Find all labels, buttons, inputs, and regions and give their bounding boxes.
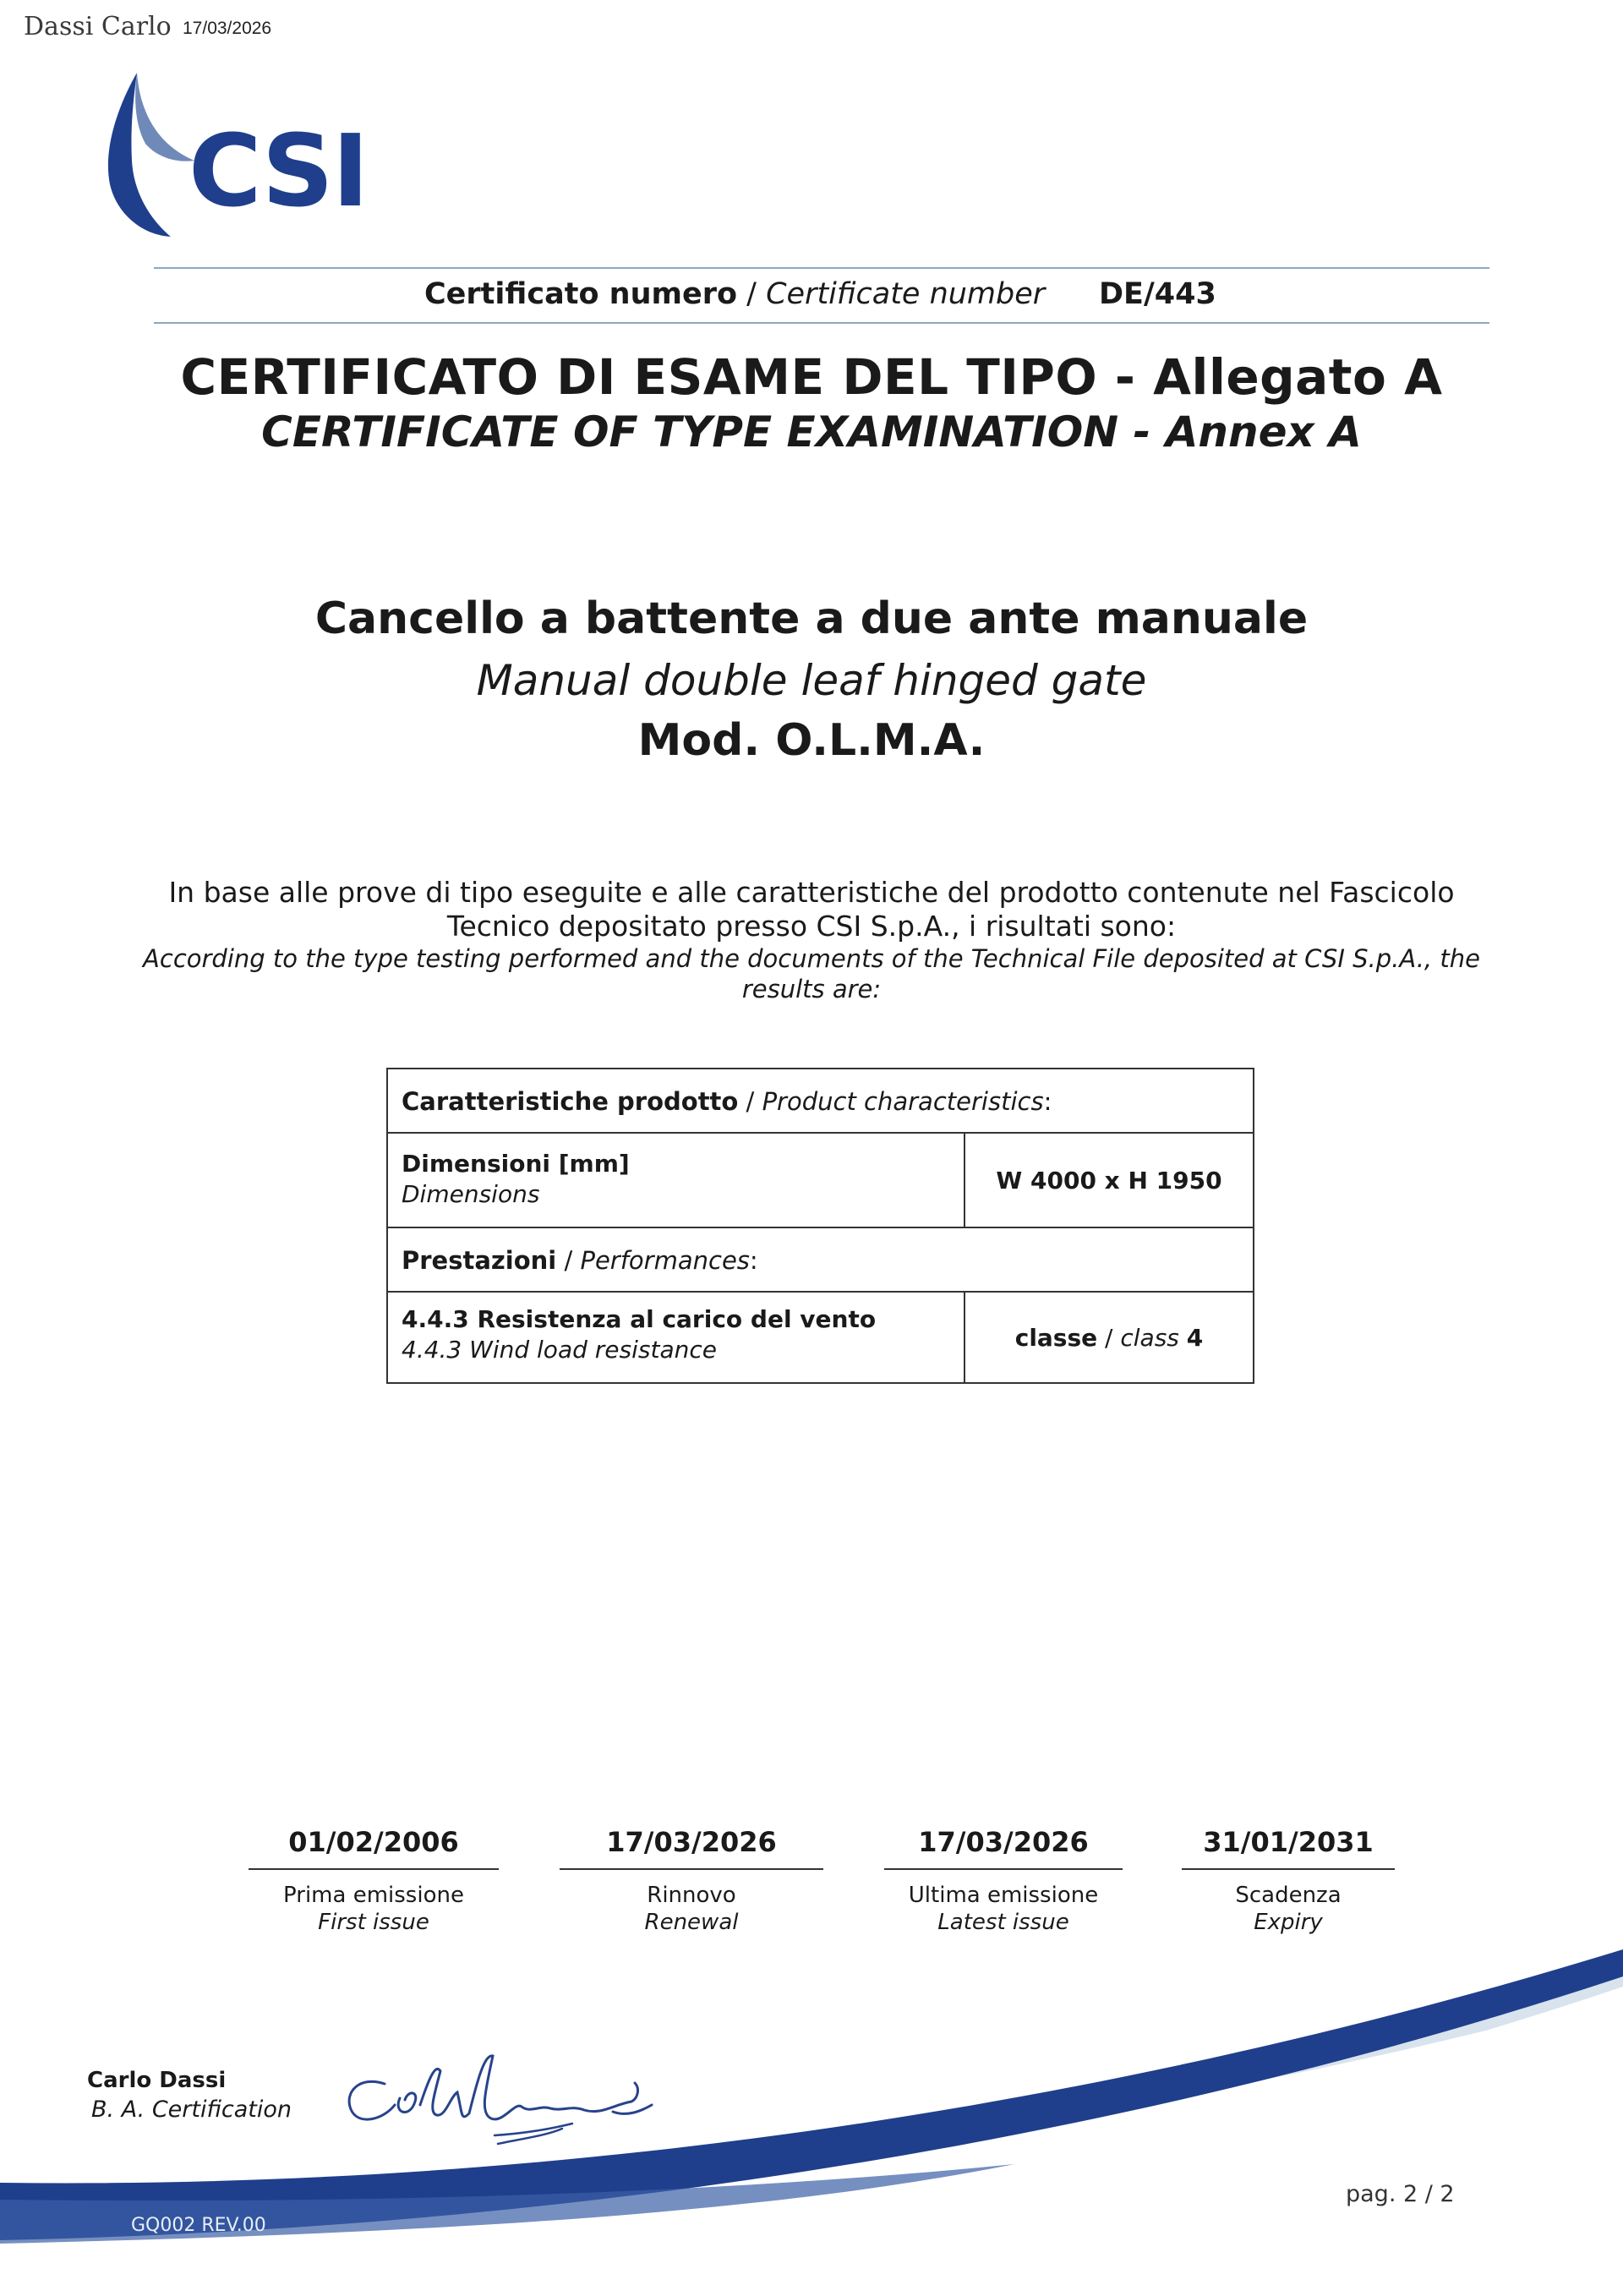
separator: /	[556, 1246, 581, 1275]
handwritten-signature	[334, 2046, 672, 2160]
signatory-role: B. A. Certification	[91, 2096, 292, 2123]
page-number: pag. 2 / 2	[1346, 2181, 1455, 2207]
date-underline	[1182, 1868, 1395, 1870]
label-expiry	[1182, 1882, 1395, 1936]
label-en: Latest issue	[937, 1910, 1069, 1935]
table-row-wind-load	[388, 1293, 1253, 1382]
table-row-characteristics-header	[388, 1069, 1253, 1134]
signer-stamp-date: 17/03/2026	[183, 19, 272, 38]
label-it: Ultima emissione	[908, 1883, 1099, 1908]
label-first-issue	[249, 1882, 499, 1936]
class-label-it: classe	[1014, 1323, 1098, 1352]
wind-load-label-it: 4.4.3 Resistenza al carico del vento	[402, 1305, 877, 1333]
colon: :	[749, 1246, 758, 1275]
dimensions-label-it: Dimensioni [mm]	[402, 1150, 630, 1178]
dimensions-label-cell	[388, 1134, 965, 1227]
cert-number-bottom-rule	[154, 322, 1489, 324]
title-it: CERTIFICATO DI ESAME DEL TIPO - Allegato A	[180, 348, 1443, 406]
label-renewal	[560, 1882, 823, 1936]
wind-load-label-cell	[388, 1293, 965, 1382]
class-value: 4	[1186, 1323, 1204, 1352]
date-underline	[560, 1868, 823, 1870]
characteristics-label-it: Caratteristiche prodotto	[402, 1087, 739, 1116]
label-latest-issue	[884, 1882, 1123, 1936]
signatory-name: Carlo Dassi	[87, 2068, 227, 2093]
cert-number-value: DE/443	[1099, 277, 1216, 311]
svg-text:CSI: CSI	[189, 112, 368, 229]
performances-label-it: Prestazioni	[402, 1246, 557, 1275]
date-renewal: 17/03/2026	[606, 1826, 777, 1858]
date-latest-issue: 17/03/2026	[918, 1826, 1089, 1858]
date-underline	[884, 1868, 1123, 1870]
colon: :	[1043, 1087, 1052, 1116]
form-code: GQ002 REV.00	[131, 2215, 266, 2236]
label-en: Renewal	[644, 1910, 739, 1935]
title-en: CERTIFICATE OF TYPE EXAMINATION - Annex A	[261, 407, 1362, 456]
label-en: Expiry	[1254, 1910, 1323, 1935]
cert-number-label-it: Certificato numero	[424, 277, 738, 311]
product-model: Mod. O.L.M.A.	[637, 715, 986, 766]
label-it: Prima emissione	[283, 1883, 464, 1908]
separator: /	[738, 1087, 762, 1116]
signer-stamp-name: Dassi Carlo	[24, 12, 172, 41]
label-it: Rinnovo	[647, 1883, 736, 1908]
wind-load-class-cell: classe / class 4	[1014, 1323, 1204, 1352]
product-name-en: Manual double leaf hinged gate	[476, 656, 1147, 705]
characteristics-table	[386, 1068, 1254, 1384]
intro-en: According to the type testing performed and the documents of the Technical File deposited at CSI S.p.A., the results are:	[143, 944, 1480, 1003]
cert-number-label-en: Certificate number	[766, 277, 1046, 311]
table-row-performances-header	[388, 1228, 1253, 1293]
intro-it: In base alle prove di tipo eseguite e alle caratteristiche del prodotto contenute nel Fascicolo Tecnico depositato presso CSI S.p.A., i risultati sono:	[168, 876, 1455, 943]
cert-number-bar	[154, 271, 1489, 325]
dimensions-value: W 4000 x H 1950	[996, 1166, 1222, 1194]
product-name-it: Cancello a battente a due ante manuale	[314, 593, 1309, 644]
class-label-en: class	[1120, 1323, 1179, 1352]
table-row-dimensions	[388, 1134, 1253, 1228]
date-first-issue: 01/02/2006	[288, 1826, 459, 1858]
wind-load-label-en: 4.4.3 Wind load resistance	[402, 1336, 717, 1364]
performances-label-en: Performances	[580, 1246, 750, 1275]
date-underline	[249, 1868, 499, 1870]
csi-logo	[101, 66, 389, 243]
dimensions-label-en: Dimensions	[402, 1180, 540, 1208]
separator: /	[737, 277, 767, 311]
cert-number-top-rule	[154, 267, 1489, 269]
characteristics-label-en: Product characteristics	[762, 1087, 1044, 1116]
label-en: First issue	[318, 1910, 429, 1935]
date-expiry: 31/01/2031	[1203, 1826, 1374, 1858]
label-it: Scadenza	[1235, 1883, 1342, 1908]
